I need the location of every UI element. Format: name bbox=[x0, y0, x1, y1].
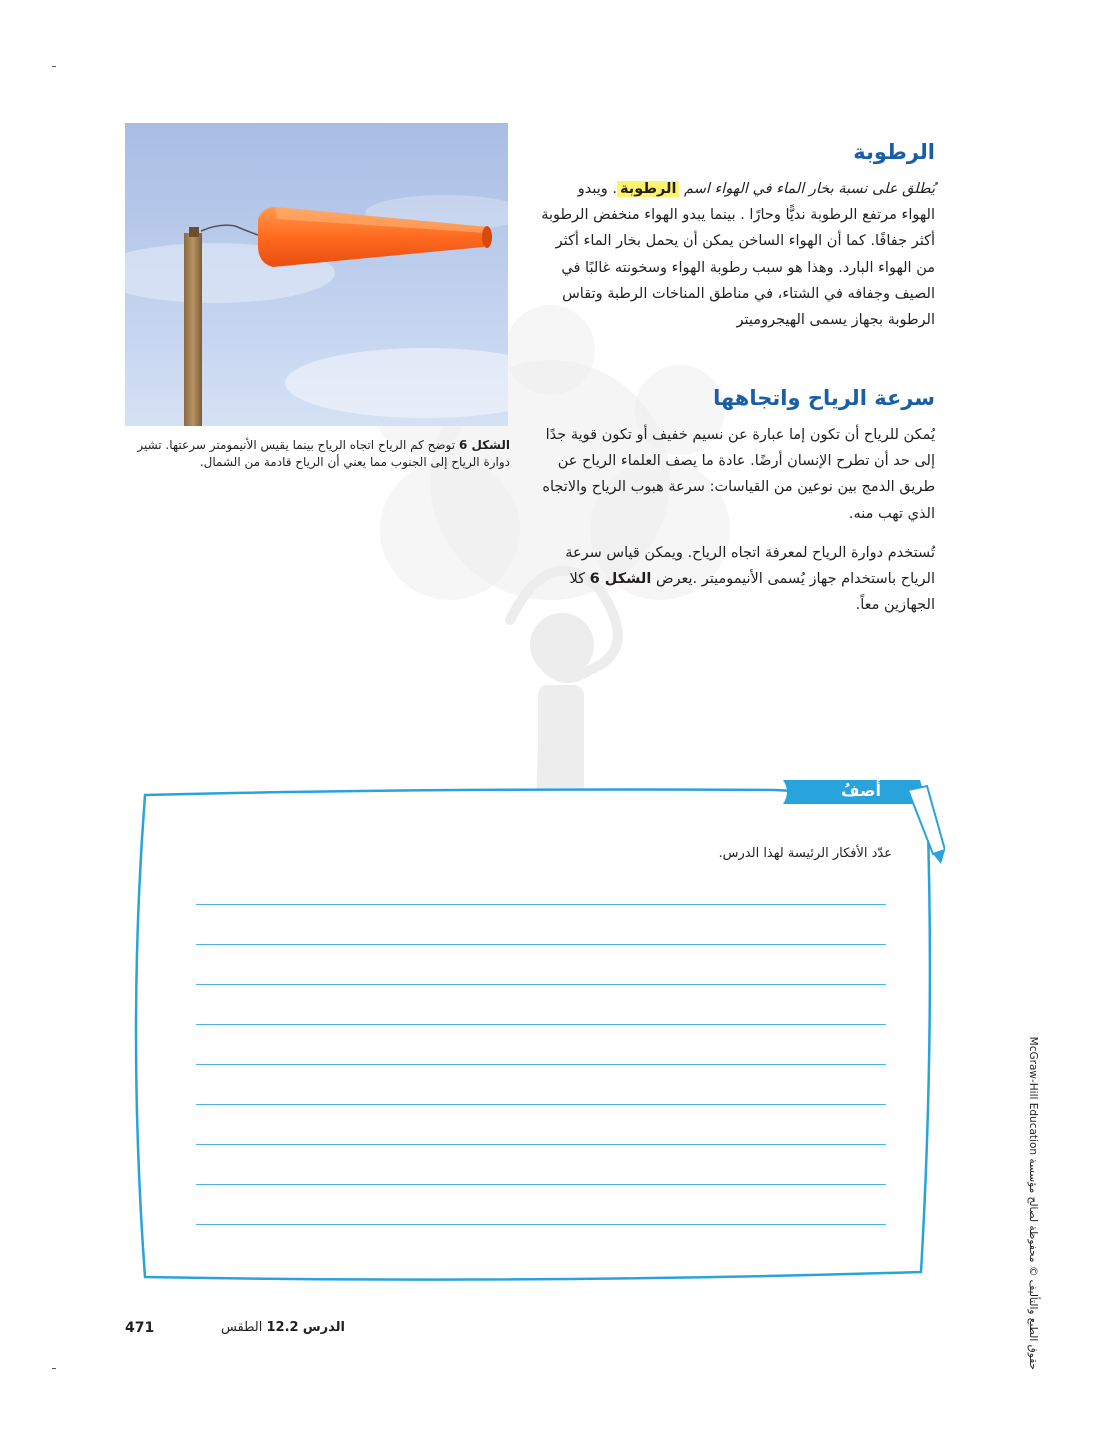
figure-caption bbox=[125, 437, 510, 471]
writing-line[interactable] bbox=[196, 1224, 886, 1225]
figure-reference: الشكل 6 bbox=[589, 571, 652, 588]
wind-paragraph-2-text: تُستخدم دوارة الرياح لمعرفة اتجاه الرياح. ويمكن قياس سرعة الرياح باستخدام جهاز يُسمى الأنيموميتر .يعرض bbox=[565, 545, 935, 588]
writing-line[interactable] bbox=[196, 1144, 886, 1145]
lesson-topic: الطقس bbox=[220, 1320, 263, 1335]
side-copyright bbox=[1025, 910, 1041, 1370]
page-number: 471 bbox=[125, 1320, 155, 1336]
wind-paragraph-1: يُمكن للرياح أن تكون إما عبارة عن نسيم خفيف أو تكون قوية جدًا إلى حد أن تطرح الإنسان أرضًا. عادة ما يصف العلماء الرياح عن طريق الدمج بين نوعين من القياسات: سرعة هبوب الرياح والاتجاه الذي تهب منه. bbox=[542, 427, 935, 522]
describe-tag bbox=[783, 776, 913, 806]
lesson-number: 12.2 bbox=[266, 1320, 299, 1335]
windsock-photo bbox=[125, 123, 508, 426]
wind-paragraph-2 bbox=[540, 540, 935, 619]
lesson-label bbox=[221, 1320, 345, 1335]
describe-tag-label: أصفُ bbox=[841, 781, 881, 800]
writing-line[interactable] bbox=[196, 904, 886, 905]
writing-line[interactable] bbox=[196, 944, 886, 945]
humidity-heading: الرطوبة bbox=[853, 140, 935, 164]
lesson-word: الدرس bbox=[302, 1320, 345, 1335]
crop-mark bbox=[52, 66, 56, 67]
caption-label: الشكل 6 bbox=[458, 438, 510, 452]
writing-line[interactable] bbox=[196, 1184, 886, 1185]
wind-paragraph-2-end: كلا الجهازين معاً. bbox=[569, 571, 935, 614]
writing-line[interactable] bbox=[196, 1104, 886, 1105]
page-footer bbox=[125, 1320, 345, 1342]
humidity-term: الرطوبة bbox=[617, 181, 679, 197]
wind-heading: سرعة الرياح واتجاهها bbox=[713, 386, 935, 410]
writing-line[interactable] bbox=[196, 1064, 886, 1065]
humidity-body: ويبدو الهواء مرتفع الرطوبة نديًّا وحارًا . بينما يبدو الهواء منخفض الرطوبة أكثر جفافًا. كما أن الهواء الساخن يمكن أن يحمل بخار الماء أكثر من الهواء البارد. وهذا هو سبب رطوبة الهواء وسخونته غالبًا في الصيف وجفافه في الشتاء، في مناطق المناخات الرطبة وتقاس الرطوبة بجهاز يسمى الهيجروميتر bbox=[541, 181, 935, 329]
copyright-text: حقوق الطبع والتأليف © محفوظة لصالح مؤسسة McGraw-Hill Education bbox=[1027, 1036, 1039, 1370]
writing-line[interactable] bbox=[196, 1024, 886, 1025]
humidity-definition: يُطلق على نسبة بخار الماء في الهواء اسم bbox=[684, 181, 935, 197]
describe-prompt: عدّد الأفكار الرئيسة لهذا الدرس. bbox=[718, 846, 892, 861]
crop-mark bbox=[52, 1368, 56, 1369]
caption-text: توضح كم الرياح اتجاه الرياح بينما يقيس الأنيمومتر سرعتها. تشير دوارة الرياح إلى الجنوب مما يعني أن الرياح قادمة من الشمال. bbox=[137, 438, 510, 469]
humidity-paragraph: يُطلق على نسبة بخار الماء في الهواء اسم الرطوبة. ويبدو الهواء مرتفع الرطوبة نديًّا وحارًا . بينما يبدو الهواء منخفض الرطوبة أكثر جفافًا. كما أن الهواء الساخن يمكن أن يحمل بخار الماء أكثر من الهواء البارد. وهذا هو سبب رطوبة الهواء وسخونته غالبًا في الصيف وجفافه في الشتاء، في مناطق المناخات الرطبة وتقاس الرطوبة بجهاز يسمى الهيجروميتر bbox=[541, 181, 935, 329]
writing-line[interactable] bbox=[196, 984, 886, 985]
